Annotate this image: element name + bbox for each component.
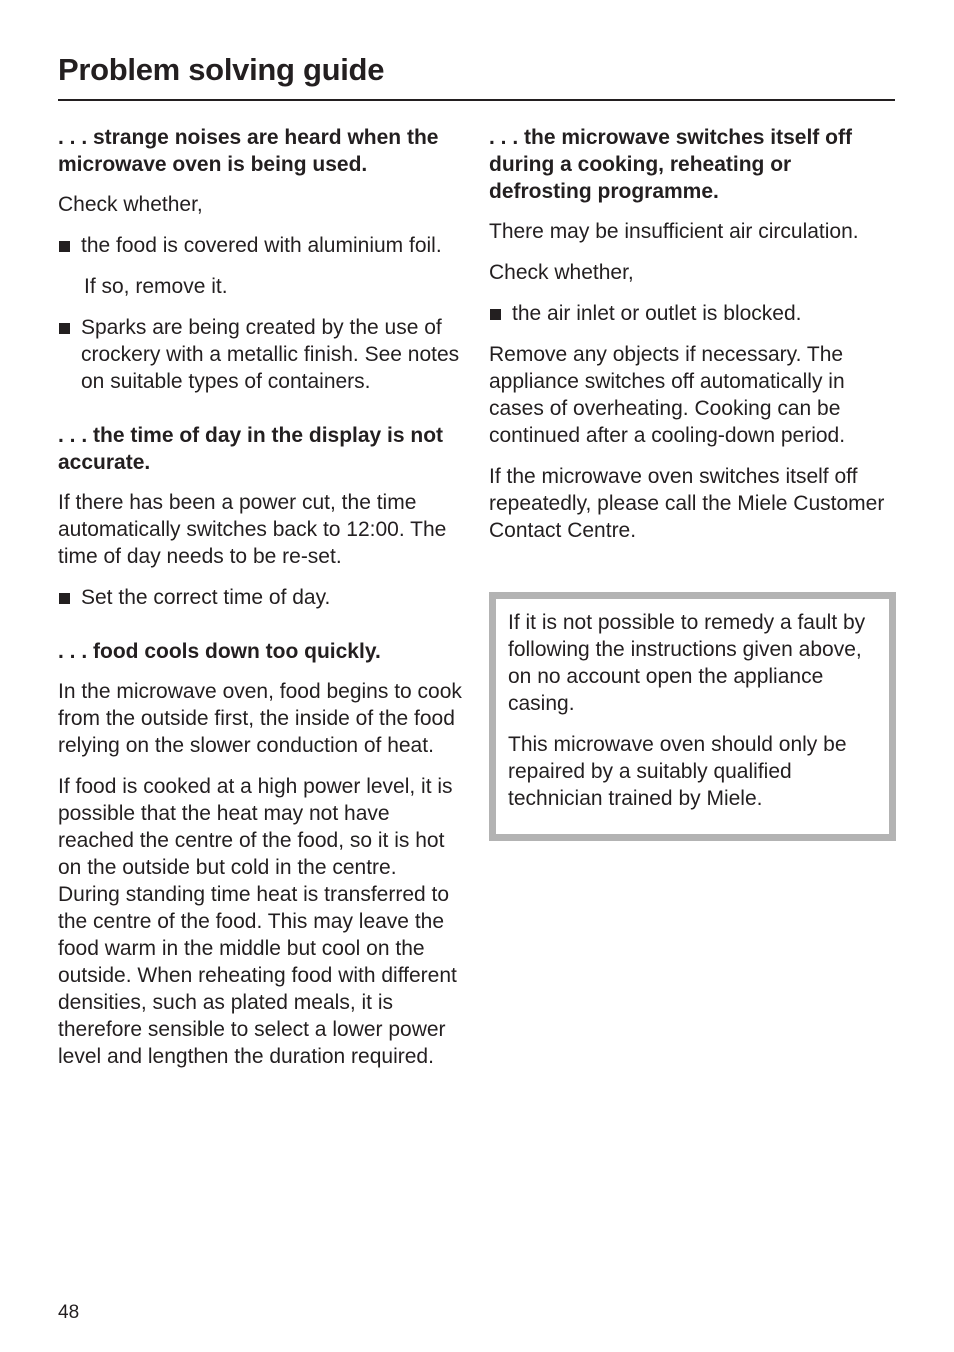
square-bullet-icon [59,241,70,252]
right-column [489,124,897,558]
square-bullet-icon [59,593,70,604]
section-heading: . . . food cools down too quickly. [58,640,381,663]
notice-paragraph: This microwave oven should only be repaired by a suitably qualified technician trained by Miele. [508,733,847,810]
paragraph: If the microwave oven switches itself off repeatedly, please call the Miele Customer Contact Centre. [489,465,885,542]
paragraph: If food is cooked at a high power level, it is possible that the heat may not have reached the centre of the food, so it is hot on the outside but cold in the centre. During standing time heat is transferred to the centre of the food. This may leave the food warm in the middle but cool on the outside. When reheating food with different densities, such as plated meals, it is therefore sensible to select a lower power level and lengthen the duration required. [58,775,457,1068]
section-time-of-day [58,422,463,611]
section-heading: . . . the microwave switches itself off during a cooking, reheating or defrosting programme. [489,126,852,203]
title-divider [58,99,895,101]
bullet-note: If so, remove it. [84,275,228,298]
section-heading: . . . strange noises are heard when the microwave oven is being used. [58,126,439,176]
square-bullet-icon [490,309,501,320]
page-title: Problem solving guide [58,52,385,87]
section-switches-off [489,124,897,544]
bullet-item [58,584,463,611]
page-number: 48 [58,1302,80,1323]
warning-notice-box [489,592,896,841]
bullet-item [489,300,897,327]
bullet-text: the air inlet or outlet is blocked. [512,302,802,325]
paragraph: Check whether, [58,193,203,216]
paragraph: Remove any objects if necessary. The appliance switches off automatically in cases of overheating. Cooking can be continued after a cooling-down period. [489,343,846,447]
paragraph: Check whether, [489,261,634,284]
left-column [58,124,463,1084]
paragraph: In the microwave oven, food begins to cook from the outside first, the inside of the food relying on the slower conduction of heat. [58,680,462,757]
bullet-item [58,314,463,395]
section-strange-noises [58,124,463,395]
paragraph: If there has been a power cut, the time automatically switches back to 12:00. The time of day needs to be re-set. [58,491,447,568]
bullet-item [58,232,463,259]
bullet-text: Set the correct time of day. [81,586,331,609]
bullet-text: the food is covered with aluminium foil. [81,234,442,257]
section-food-cools [58,638,463,1070]
section-heading: . . . the time of day in the display is not accurate. [58,424,444,474]
bullet-text: Sparks are being created by the use of crockery with a metallic finish. See notes on suitable types of containers. [81,316,460,393]
square-bullet-icon [59,323,70,334]
paragraph: There may be insufficient air circulation. [489,220,859,243]
notice-paragraph: If it is not possible to remedy a fault by following the instructions given above, on no account open the appliance casing. [508,611,866,715]
